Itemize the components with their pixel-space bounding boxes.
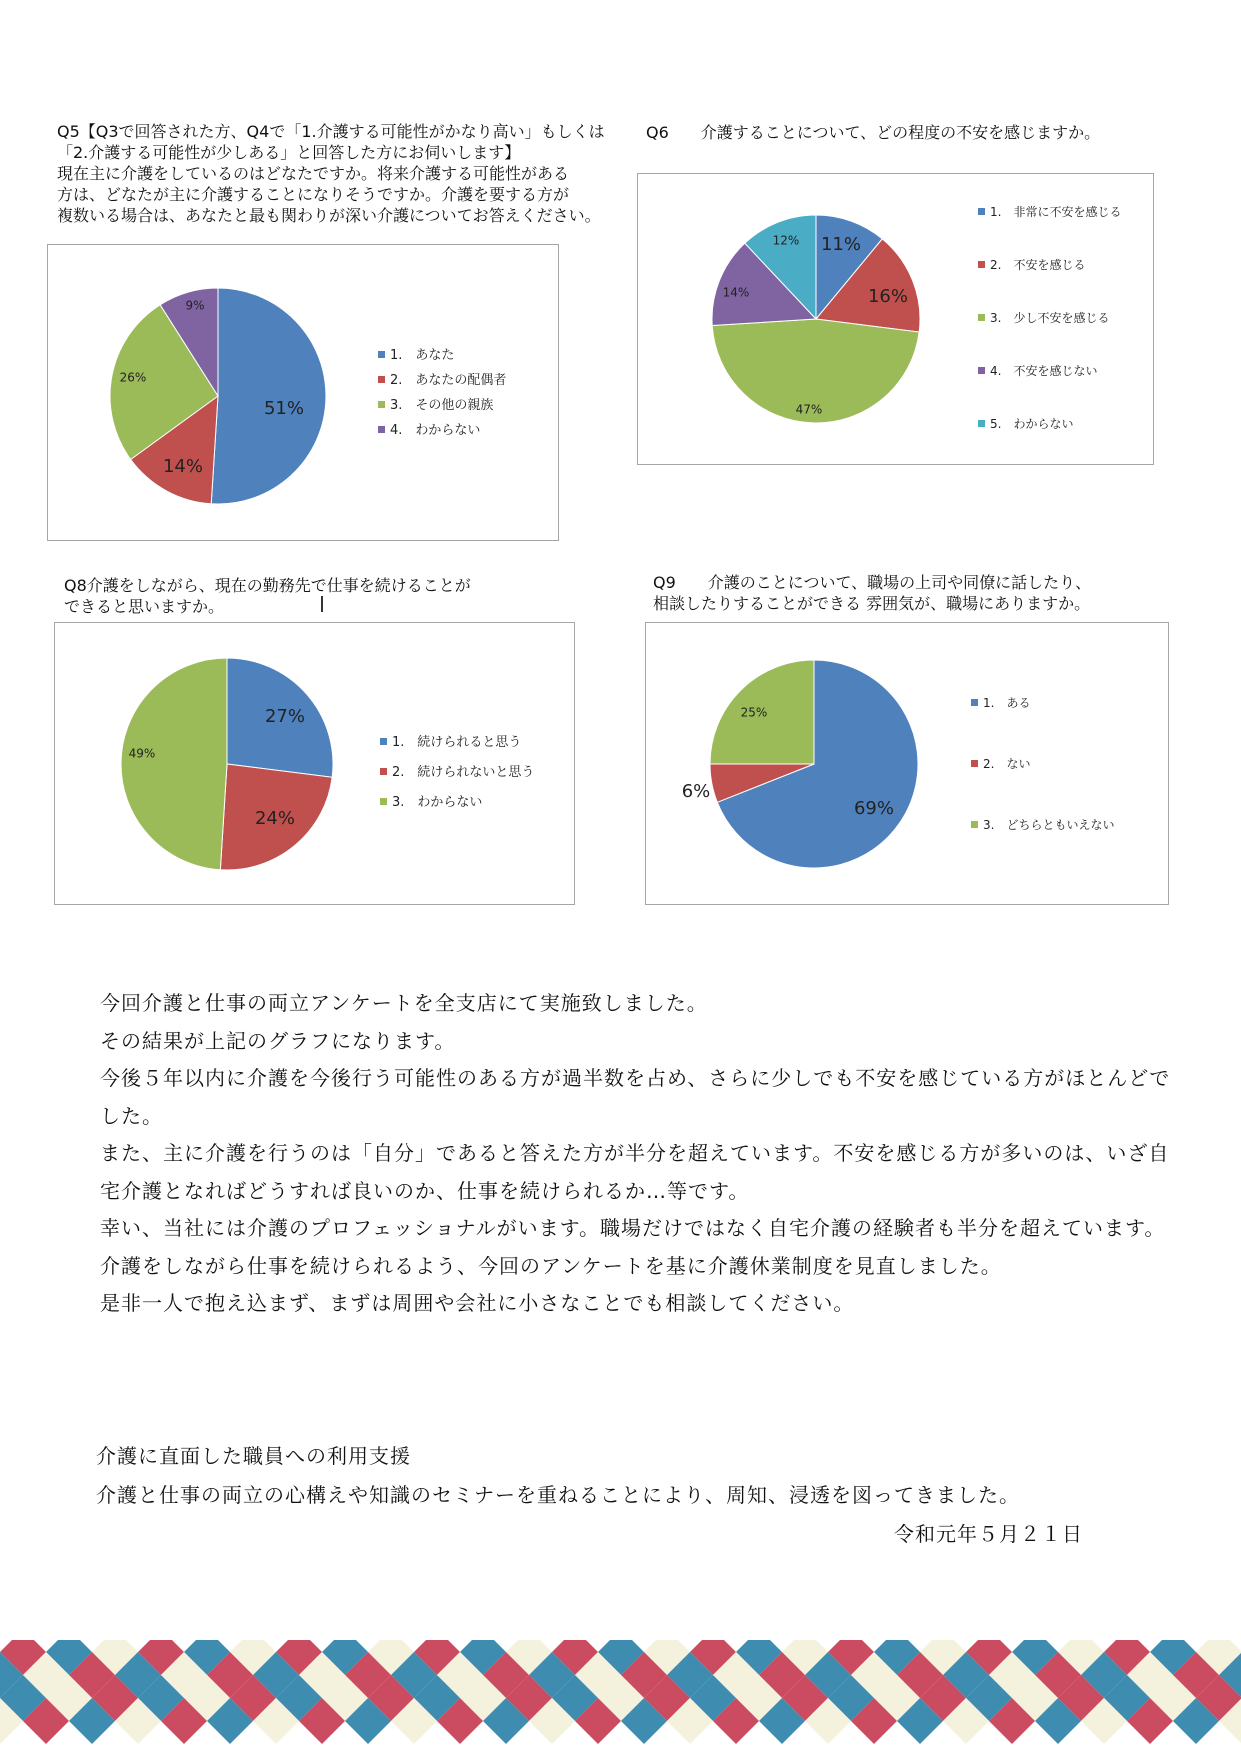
legend-swatch [978,261,985,268]
pie-data-label: 24% [254,808,296,829]
legend-label: 2. 続けられないと思う [392,765,535,780]
support-text: 介護と仕事の両立の心構えや知識のセミナーを重ねることにより、周知、浸透を図ってきました。 [96,1483,1020,1507]
q9-chart [645,622,1169,905]
pie-data-label: 51% [263,398,305,419]
legend-label: 3. わからない [392,795,483,810]
pie-data-label: 9% [185,298,205,313]
support-title: 介護に直面した職員への利用支援 [96,1444,411,1468]
legend-label: 3. 少し不安を感じる [990,311,1110,325]
legend-swatch [380,768,387,775]
legend-swatch [971,699,978,706]
body-paragraph: その結果が上記のグラフになります。 [100,1028,456,1053]
pie-data-label: 69% [853,798,895,819]
pie-data-label: 26% [119,370,147,385]
legend-swatch [380,798,387,805]
q8-question: Q8介護をしながら、現在の勤務先で仕事を続けることが できると思いますか。 [64,576,471,616]
legend-swatch [971,760,978,767]
legend-label: 1. ある [983,696,1031,710]
pie-data-label: 6% [681,781,711,802]
legend-swatch [378,426,385,433]
legend-label: 4. 不安を感じない [990,364,1098,378]
legend-swatch [378,401,385,408]
legend-label: 1. 非常に不安を感じる [990,205,1122,219]
legend-label: 1. 続けられると思う [392,735,522,750]
legend-swatch [978,367,985,374]
legend-label: 2. ない [983,757,1031,771]
legend-swatch [378,376,385,383]
body-paragraph: また、主に介護を行うのは「自分」であると答えた方が半分を超えています。不安を感じる方が多いのは、いざ自宅介護となればどうすれば良いのか、仕事を続けられるか…等です。 [100,1141,1170,1203]
text-cursor-mark [321,596,323,612]
body-paragraph: 是非一人で抱え込まず、まずは周囲や会社に小さなことでも相談してください。 [100,1291,855,1315]
q9-question: Q9 介護のことについて、職場の上司や同僚に話したり、 相談したりすることができる 雰囲気が、職場にありますか。 [653,573,1092,613]
pie-data-label: 27% [264,706,306,727]
body-paragraph: 今後５年以内に介護を今後行う可能性のある方が過半数を占め、さらに少しでも不安を感じている方がほとんどでした。 [100,1066,1171,1128]
q5-question: Q5【Q3で回答された方、Q4で「1.介護する可能性がかなり高い」もしくは 「2.介護する可能性が少しある」と回答した方にお伺いします】 現在主に介護をしているのはどなたですか。将来介護する可能性がある 方は、どなたが主に介護することになりそうですか。介護を要する方が 複数いる場合は、あなたと最も関わりが深い介護についてお答えください。 [57,122,605,225]
body-text [100,985,1180,1323]
pie-data-label: 12% [772,233,800,248]
legend-label: 3. どちらともいえない [983,818,1115,832]
legend-label: 5. わからない [990,417,1074,431]
legend-label: 2. 不安を感じる [990,258,1086,272]
legend-label: 2. あなたの配偶者 [390,373,507,388]
body-paragraph: 介護をしながら仕事を続けられるよう、今回のアンケートを基に介護休業制度を見直しました。 [100,1253,1002,1278]
legend-swatch [378,351,385,358]
pie-data-label: 14% [722,285,750,300]
legend-swatch [978,314,985,321]
pie-data-label: 49% [128,746,156,761]
body-paragraph: 今回介護と仕事の両立アンケートを全支店にて実施致しました。 [100,991,708,1015]
q6-chart [637,173,1154,465]
pie-data-label: 11% [820,234,862,255]
date-line: 令和元年５月２１日 [894,1522,1083,1546]
body-paragraph: 幸い、当社には介護のプロフェッショナルがいます。職場だけではなく自宅介護の経験者も半分を超えています。 [100,1216,1166,1240]
footer-argyle-pattern [0,1640,1241,1754]
q8-chart [54,622,575,905]
legend-swatch [380,738,387,745]
pie-data-label: 14% [162,456,204,477]
pie-slice [121,658,227,870]
legend-label: 3. その他の親族 [390,398,494,413]
q6-question: Q6 介護することについて、どの程度の不安を感じますか。 [646,123,1101,142]
legend-label: 4. わからない [390,423,481,438]
pie-data-label: 47% [795,402,823,417]
legend-swatch [971,821,978,828]
legend-label: 1. あなた [390,348,455,363]
q5-chart [47,244,559,541]
pie-data-label: 25% [740,705,768,720]
legend-swatch [978,420,985,427]
legend-swatch [978,208,985,215]
pie-data-label: 16% [867,286,909,307]
pie-slice [211,288,326,504]
